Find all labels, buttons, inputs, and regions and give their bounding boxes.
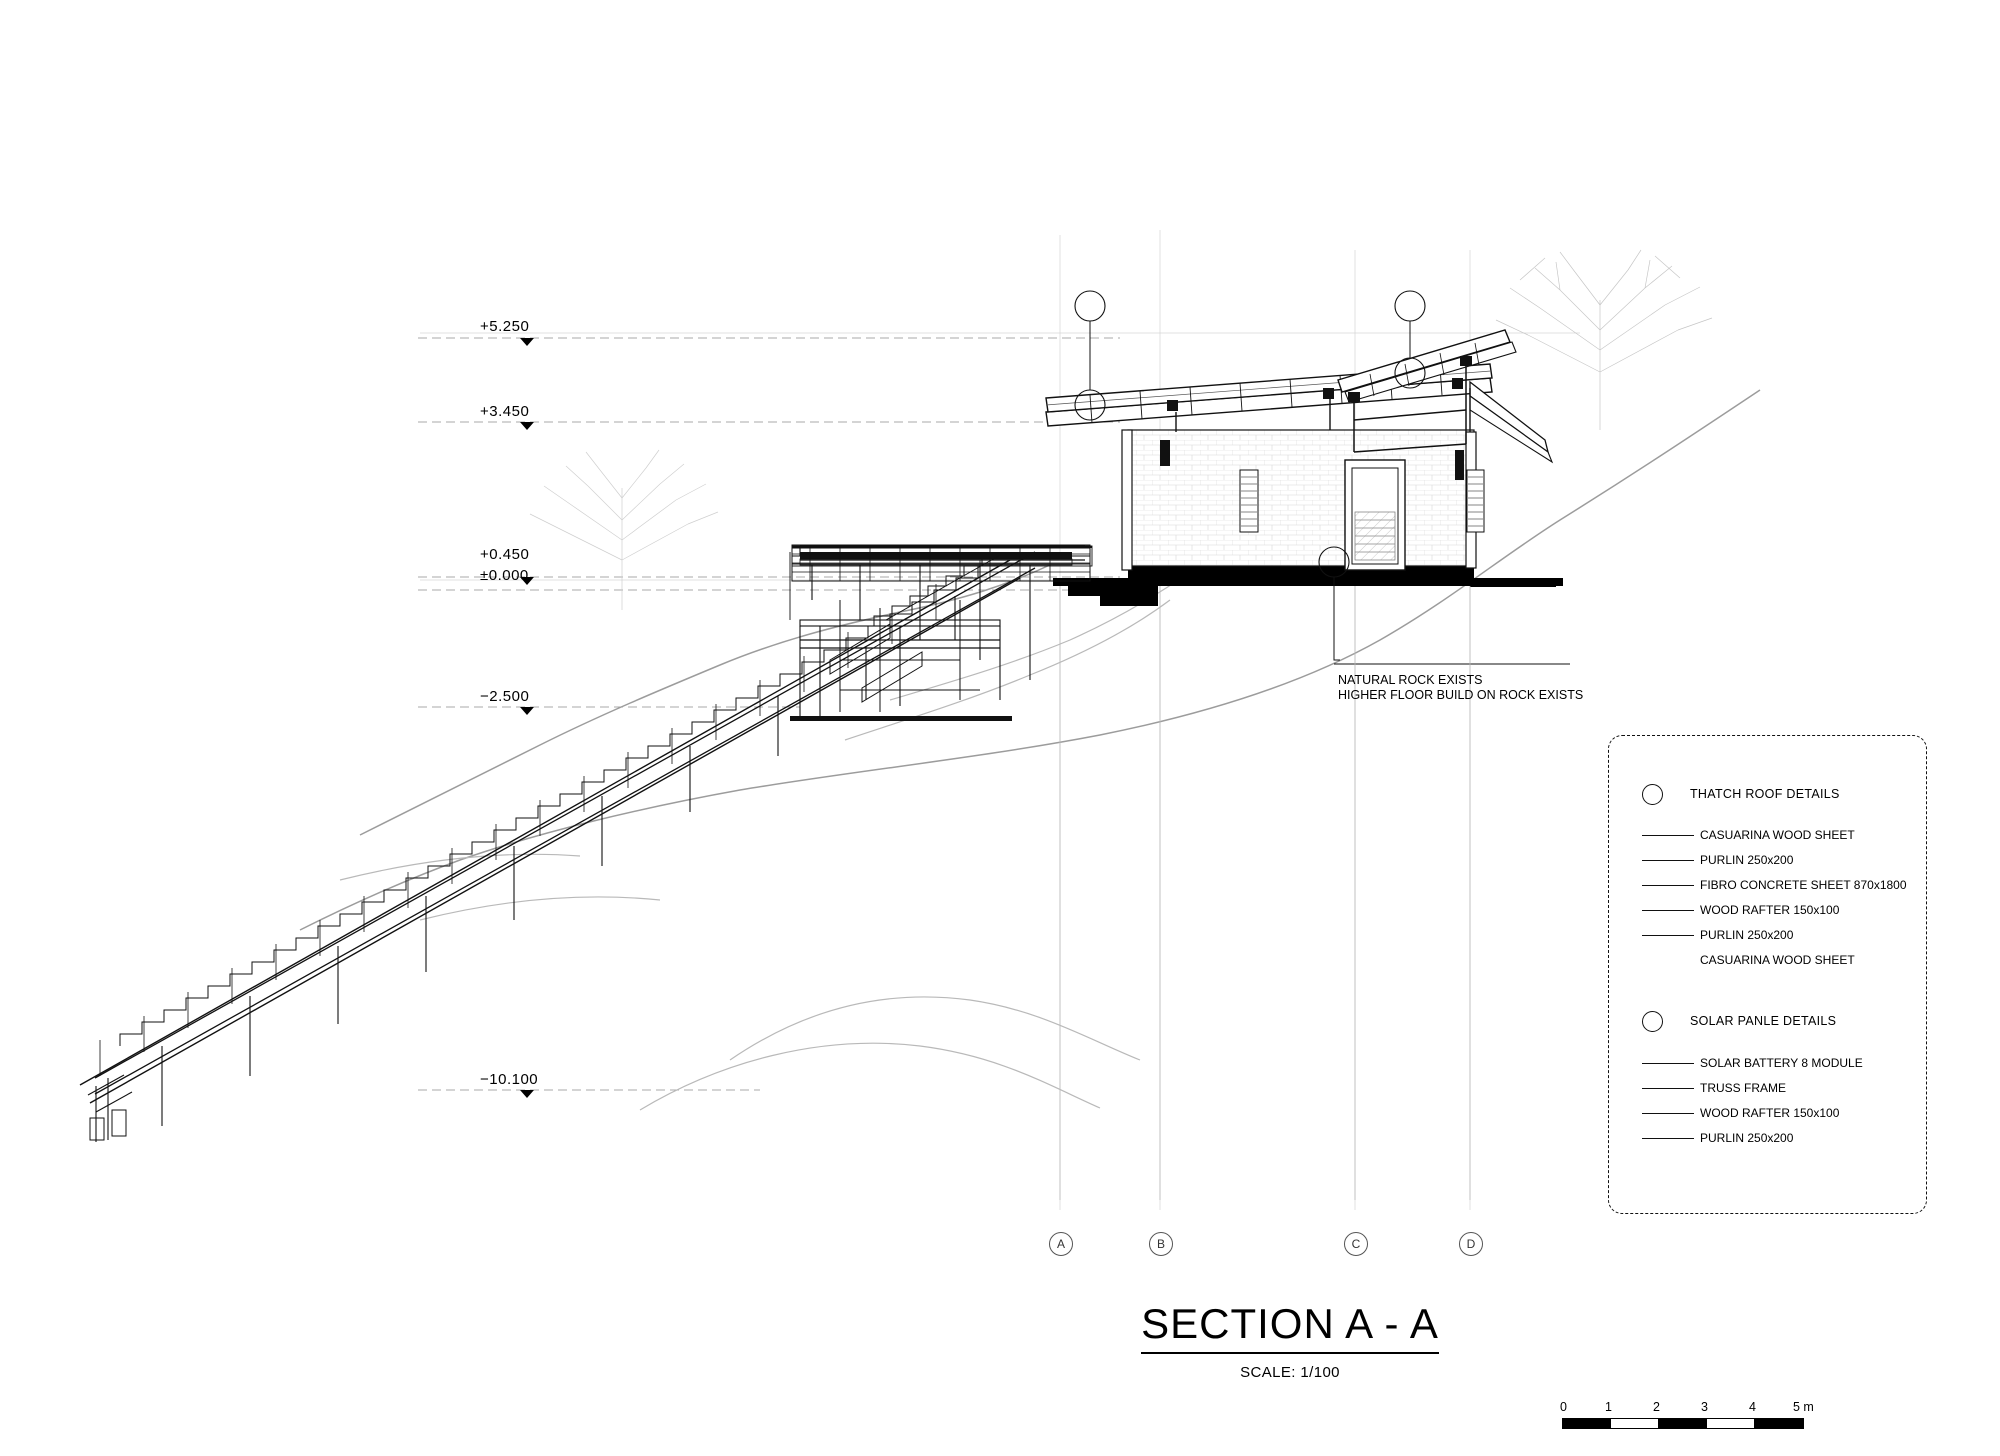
scale-seg-5 (1754, 1418, 1804, 1429)
grid-bubble-d[interactable]: D (1459, 1232, 1483, 1256)
rock-note-line-2: HIGHER FLOOR BUILD ON ROCK EXISTS (1338, 688, 1584, 702)
thatch-rule-2 (1642, 860, 1694, 861)
grid-bubble-b[interactable]: B (1149, 1232, 1173, 1256)
level-label-5250: +5.250 (480, 318, 530, 335)
solar-item-2: TRUSS FRAME (1700, 1081, 1787, 1095)
thatch-roof-title: THATCH ROOF DETAILS (1690, 787, 1840, 801)
solar-panel-bullet-icon (1642, 1011, 1663, 1032)
level-label-minus2500: −2.500 (480, 688, 530, 705)
level-datum-lines (418, 338, 1120, 1090)
scale-tick-3: 3 (1701, 1400, 1708, 1414)
solar-item-3: WOOD RAFTER 150x100 (1700, 1106, 1840, 1120)
solar-rule-1 (1642, 1063, 1694, 1064)
scale-tick-4: 4 (1749, 1400, 1756, 1414)
solar-item-4: PURLIN 250x200 (1700, 1131, 1794, 1145)
ground-line-right (1473, 578, 1563, 586)
scale-seg-2 (1610, 1418, 1660, 1429)
grid-bubble-a[interactable]: A (1049, 1232, 1073, 1256)
thatch-item-3: FIBRO CONCRETE SHEET 870x1800 (1700, 878, 1907, 892)
scale-tick-1: 1 (1605, 1400, 1612, 1414)
thatch-roof-bullet-icon (1642, 784, 1663, 805)
thatch-item-2: PURLIN 250x200 (1700, 853, 1794, 867)
thatch-item-4: WOOD RAFTER 150x100 (1700, 903, 1840, 917)
thatch-rule-4 (1642, 910, 1694, 911)
thatch-rule-5 (1642, 935, 1694, 936)
scale-seg-4 (1706, 1418, 1756, 1429)
scale-seg-1 (1562, 1418, 1612, 1429)
scale-tick-2: 2 (1653, 1400, 1660, 1414)
level-label-3450: +3.450 (480, 403, 530, 420)
tree-background-left (530, 450, 718, 610)
solar-rule-3 (1642, 1113, 1694, 1114)
thatch-item-1: CASUARINA WOOD SHEET (1700, 828, 1855, 842)
thatch-item-6: CASUARINA WOOD SHEET (1700, 953, 1855, 967)
scale-tick-0: 0 (1560, 1400, 1567, 1414)
stair-bottom-detail (88, 1075, 132, 1112)
thatch-item-5: PURLIN 250x200 (1700, 928, 1794, 942)
solar-item-1: SOLAR BATTERY 8 MODULE (1700, 1056, 1863, 1070)
window-louver-left (1240, 470, 1258, 532)
scale-bar (1560, 1400, 1830, 1440)
rock-note-line-1: NATURAL ROCK EXISTS (1338, 673, 1483, 687)
balcony-rail-block (792, 545, 1090, 581)
scale-seg-3 (1658, 1418, 1708, 1429)
tree-background-right (1496, 250, 1712, 430)
solar-rule-2 (1642, 1088, 1694, 1089)
thatch-rule-3 (1642, 885, 1694, 886)
window-louver-right (1467, 470, 1484, 532)
solar-panel-title: SOLAR PANLE DETAILS (1690, 1014, 1837, 1028)
section-scale-note: SCALE: 1/100 (1240, 1364, 1340, 1381)
title-block (1080, 1300, 1500, 1381)
thatch-rule-1 (1642, 835, 1694, 836)
building-walls (1122, 430, 1476, 570)
level-arrow-markers (520, 338, 534, 1098)
door-opening (1345, 460, 1405, 570)
level-label-0000: ±0.000 (480, 567, 529, 584)
level-label-minus10100: −10.100 (480, 1071, 539, 1088)
solar-rule-4 (1642, 1138, 1694, 1139)
level-label-0450: +0.450 (480, 546, 530, 563)
terrain-contours-secondary (340, 572, 1190, 1110)
section-title: SECTION A - A (1141, 1300, 1439, 1354)
grid-bubble-c[interactable]: C (1344, 1232, 1368, 1256)
scale-tick-5: 5 m (1793, 1400, 1814, 1414)
